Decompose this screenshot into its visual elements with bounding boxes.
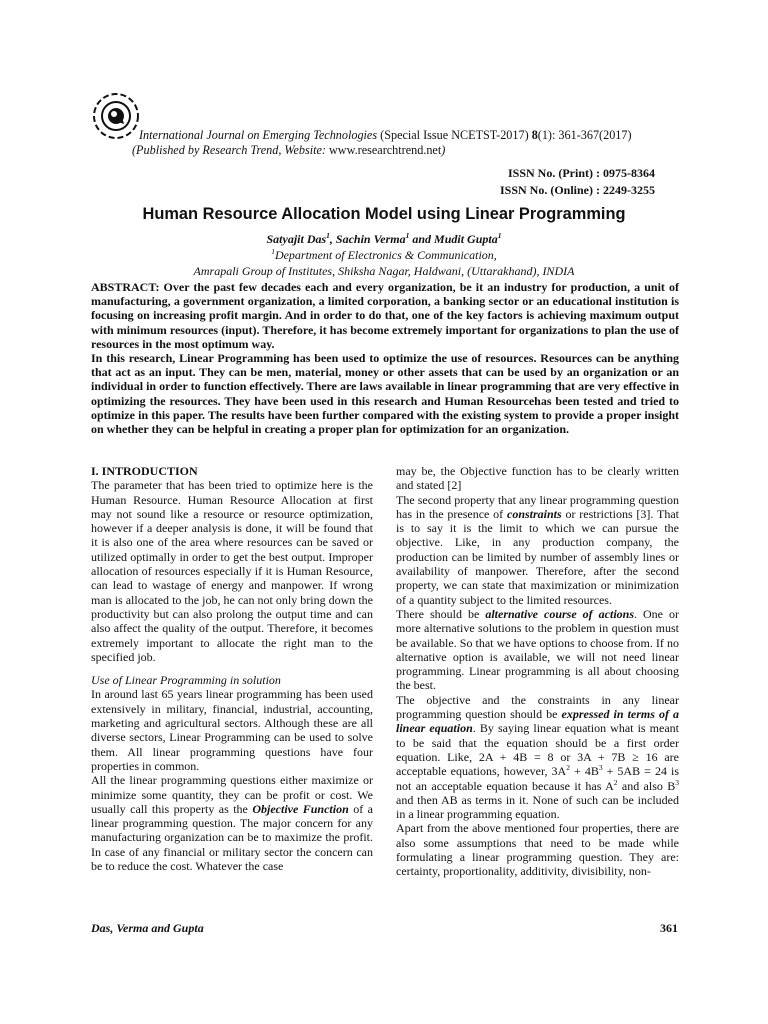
journal-issue-pages: (1): 361-367(2017) (537, 128, 632, 142)
journal-issue: (Special Issue NCETST-2017) (377, 128, 532, 142)
text-run: or restrictions [3]. That is to say it is the limit to which we can pursue the objective. Like, in any production company, the production can be limited by number of assembly lines or availability of manpower. Therefore, after the second property, we can state that maximization or minimization of a quantity subject to the limited resources. (396, 506, 679, 607)
emphasis-text: Objective Function (252, 801, 349, 816)
footer-authors: Das, Verma and Gupta (91, 921, 204, 935)
body-paragraph (396, 607, 679, 693)
text-run: + 5AB = 24 is not an acceptable equation because it has A (396, 764, 679, 793)
paper-title: Human Resource Allocation Model using Linear Programming (142, 205, 626, 223)
subsection-heading: Use of Linear Programming in solution (91, 673, 281, 688)
author-name: Sachin Verma (335, 232, 406, 246)
journal-logo-icon (90, 90, 142, 142)
body-paragraph (396, 493, 679, 607)
emphasis-text: constraints (507, 506, 562, 521)
issn-print: ISSN No. (Print) : 0975-8364 (508, 166, 655, 180)
affil-sup: 1 (271, 247, 275, 256)
author-separator: , (329, 232, 336, 246)
body-paragraph: Apart from the above mentioned four properties, there are also some assumptions that need to be made while formulating a linear programming question. They are: certainty, proportionality, additivity, divisibility, non- (396, 821, 679, 879)
emphasis-text: expressed in terms of a linear equation (396, 707, 679, 736)
text-run: All the linear programming questions either maximize or minimize some quantity, they can be profit or cost. We usually call this property as the (91, 773, 373, 816)
author-name: Mudit Gupta (434, 232, 498, 246)
author-affil-sup: 1 (405, 231, 410, 240)
abstract (91, 280, 679, 436)
author-list (0, 232, 768, 247)
right-column (396, 464, 679, 879)
page-number: 361 (660, 921, 678, 935)
abstract-paragraph: In this research, Linear Programming has been used to optimize the use of resources. Resources can be anything that act as an input. They can be men, material, money or other assets that can be used by an organization or an individual in order to function effectively. There are laws available in linear programming that are very effective in optimizing the resources. They have been used in this research and Human Resourcehas been tested and tried to optimize in this paper. The results have been further compared with the existing system to provide a proper insight on whether they can be helpful in creating a proper plan for optimization for an organization. (91, 351, 679, 437)
body-paragraph: may be, the Objective function has to be clearly written and stated [2] (396, 464, 679, 493)
journal-name: International Journal on Emerging Technologies (139, 128, 378, 142)
published-close: ) (441, 143, 446, 157)
text-run: and also B (617, 778, 676, 793)
journal-citation (139, 128, 632, 143)
affiliation-institute: Amrapali Group of Institutes, Shiksha Nagar, Haldwani, (Uttarakhand), INDIA (193, 264, 575, 278)
affiliation-department (0, 248, 768, 263)
text-run: of a linear programming question. The major concern for any manufacturing organization can be to maximize the profit. In case of any financial or military sector the concern can be to reduce the cost. Whatever the case (91, 801, 373, 874)
section-heading: I. INTRODUCTION (91, 464, 198, 478)
publisher-line (132, 143, 445, 158)
exponent: 3 (675, 777, 679, 787)
text-run: and then AB as terms in it. None of such can be included in a linear programming equation. (396, 792, 679, 822)
journal-volume: 8 (531, 128, 538, 142)
abstract-paragraph: ABSTRACT: Over the past few decades each and every organization, be it an industry for production, a unit of manufacturing, a government organization, a limited corporation, a banking sector or an educational institution is focusing on increasing profit margin. And in order to do that, one of the key factors is achieving maximum output with minimum resources (input). Therefore, it has become extremely important for organizations to plan the use of resources in the most optimum way. (91, 280, 679, 351)
text-run: + 4B (569, 764, 599, 779)
exponent: 2 (613, 777, 618, 787)
left-column (91, 464, 373, 873)
author-name: Satyajit Das (266, 232, 327, 246)
body-paragraph (91, 773, 373, 873)
issn-online: ISSN No. (Online) : 2249-3255 (499, 183, 655, 197)
body-paragraph (396, 693, 679, 822)
text-run: . By saying linear equation what is meant to be said that the equation should be a first order equation. Like, 2A + 4B = 8 or 3A + 7B ≥ 16 are acceptable equations, however, 3A (396, 721, 679, 779)
text-run: . One or more alternative solutions to the problem in question must be available. So that we have options to choose from. If no alternative option is available, we will not need linear programming. Linear programming is all about choosing the best. (396, 606, 679, 693)
body-paragraph: In around last 65 years linear programming has been used extensively in military, financial, industrial, accounting, marketing and agricultural sectors. Although these are all diverse sectors, Linear Programming can be used to solve them. All linear programming questions have four properties in common. (91, 687, 373, 773)
exponent: 2 (566, 763, 570, 773)
text-run: There should be (396, 606, 486, 621)
published-by: (Published by Research Trend, Website: (132, 143, 329, 157)
author-affil-sup: 1 (497, 231, 502, 240)
emphasis-text: alternative course of actions (485, 606, 634, 621)
text-run: The second property that any linear programming question has in the presence of (396, 492, 679, 521)
body-paragraph: The parameter that has been tried to optimize here is the Human Resource. Human Resource Allocation at first may not sound like a resource or resource optimization, however if a deeper analysis is done, it will be found that it is also one of the area where resources can be saved or utilized optimally in order to get the best output. Improper allocation of resources especially if it is Human Resource, can lead to wastage of energy and manpower. If wrong man is allocated to the job, he can not only bring down the productivity but can also prolong the output time and can also affect the quality of the output. Therefore, it becomes extremely important to allocate the right man to the specified job. (91, 478, 373, 664)
author-affil-sup: 1 (326, 231, 330, 240)
exponent: 3 (598, 763, 603, 773)
publisher-website-link[interactable]: www.researchtrend.net (329, 143, 442, 157)
affil-line1: Department of Electronics & Communication, (274, 248, 497, 262)
author-separator: and (409, 232, 435, 246)
text-run: The objective and the constraints in any linear programming question should be (396, 692, 679, 722)
